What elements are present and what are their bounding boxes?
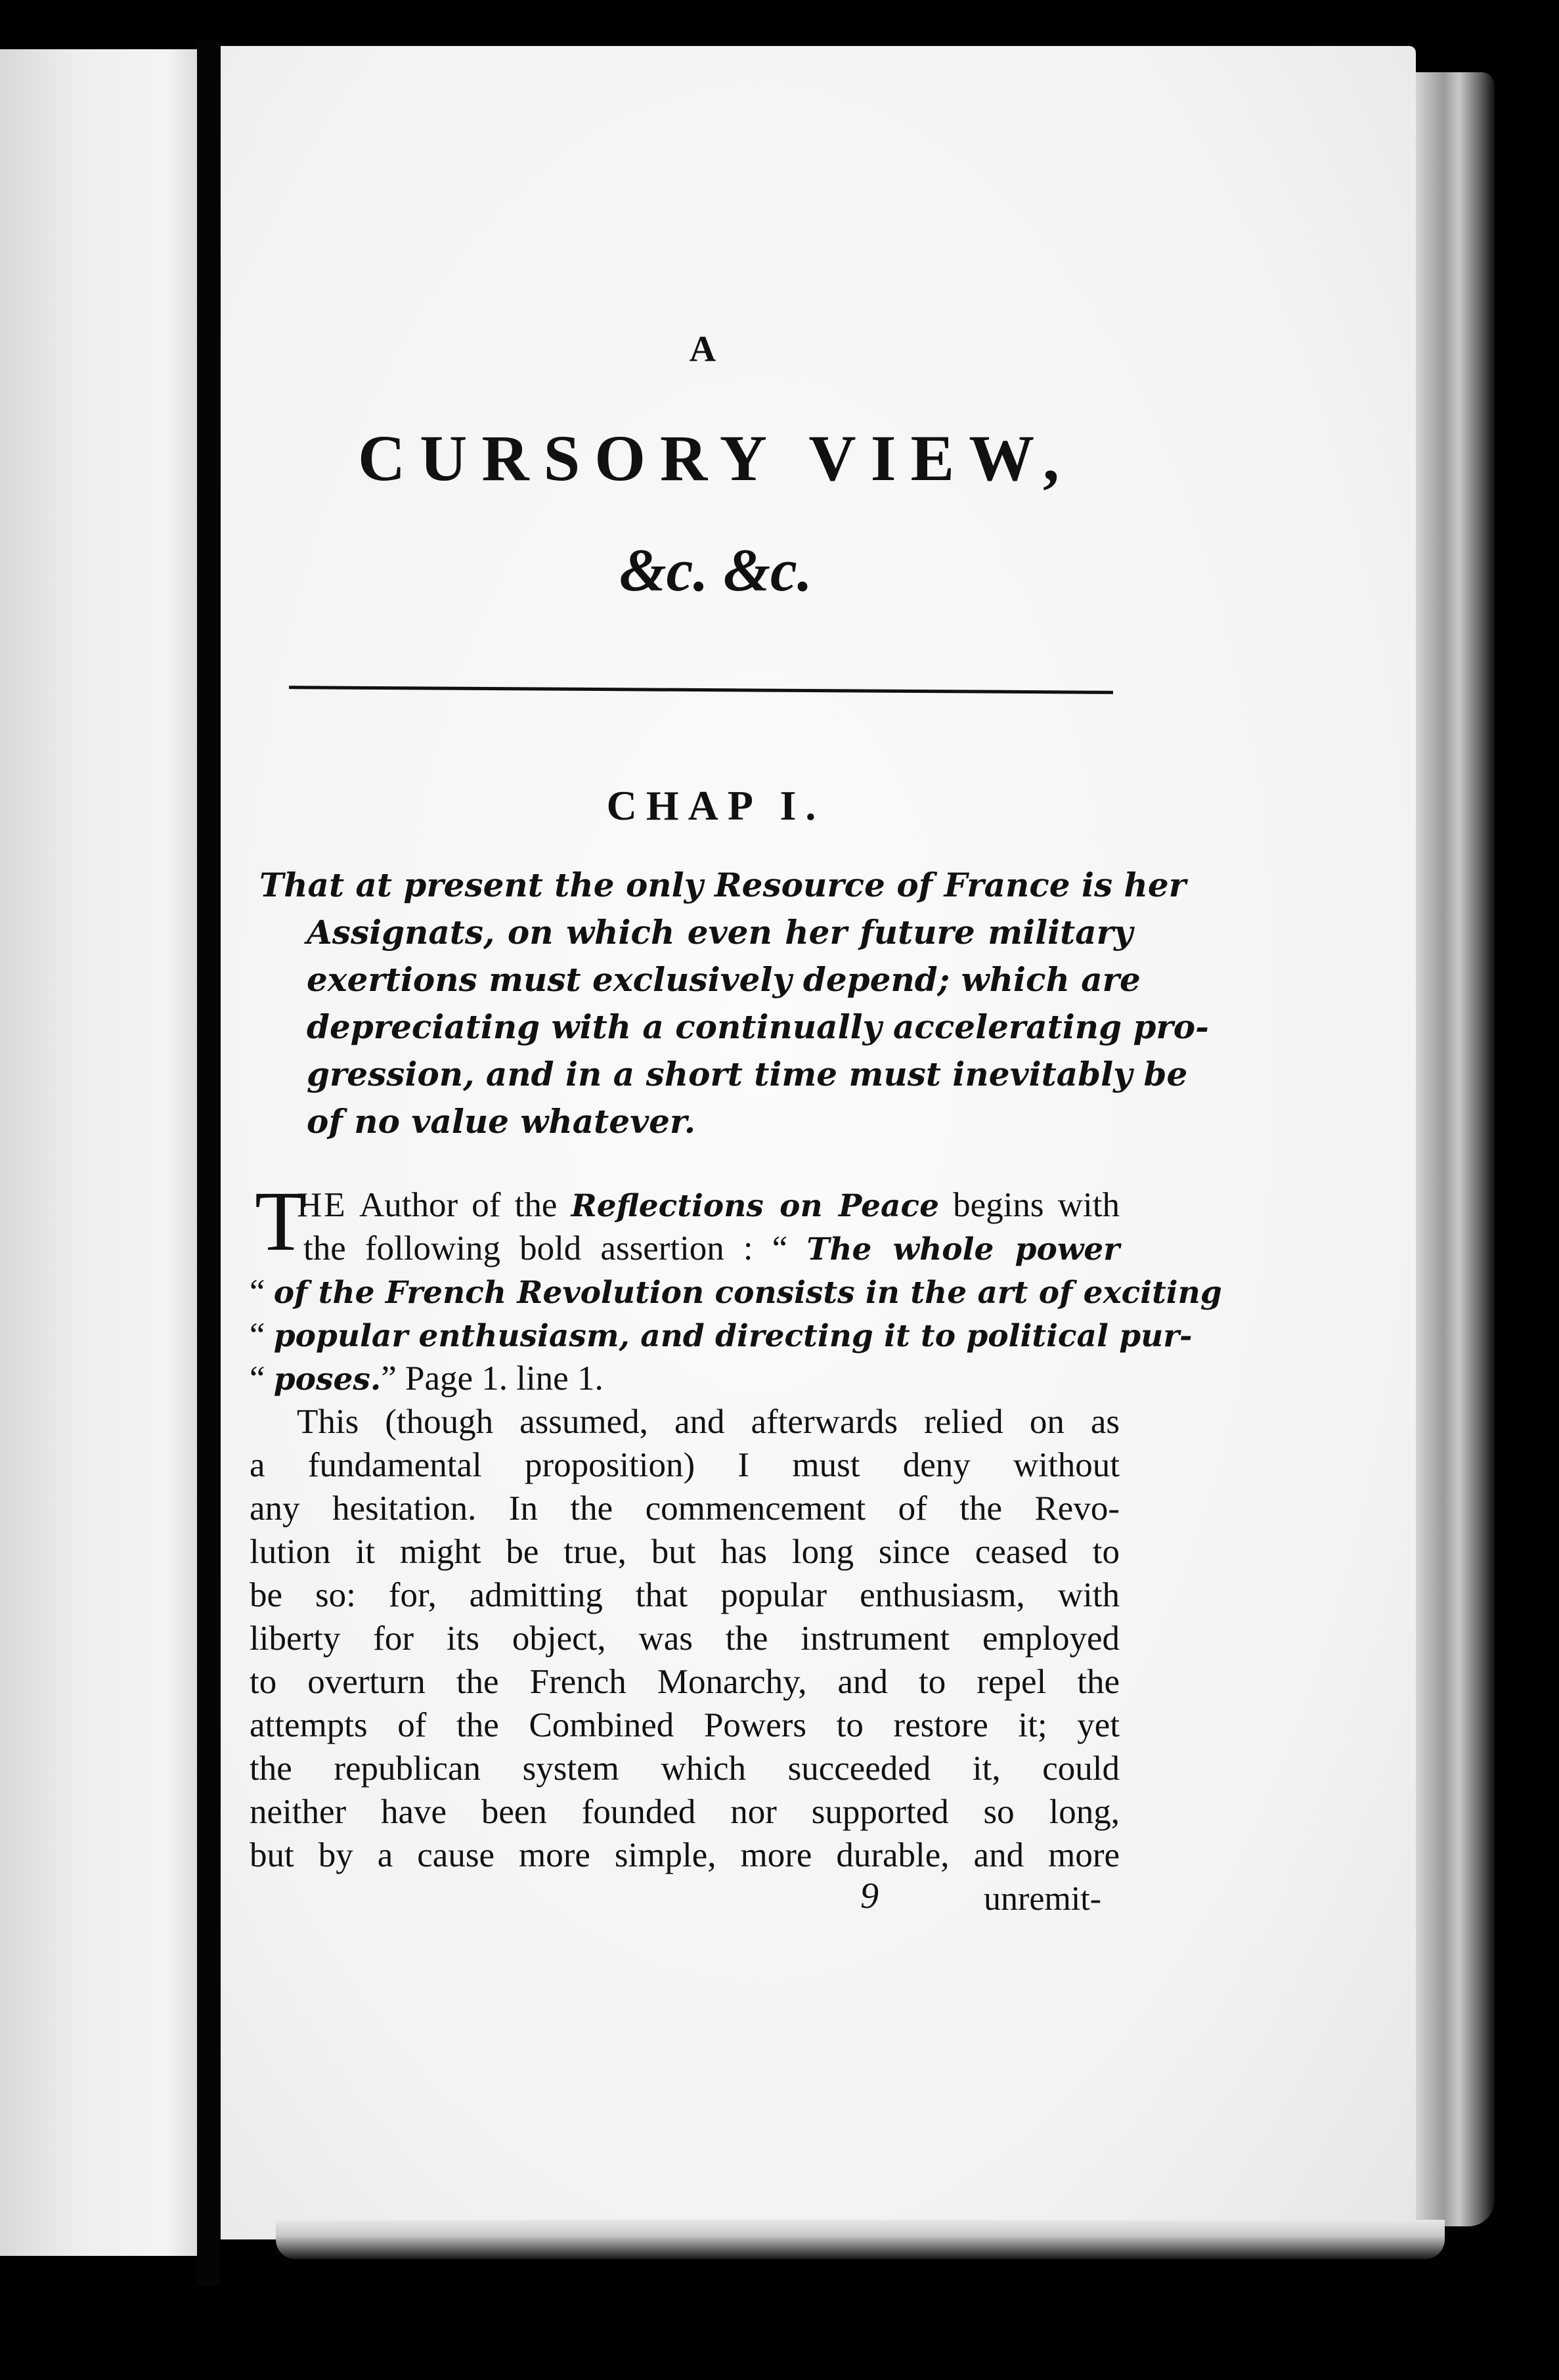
title-article: A bbox=[689, 329, 716, 370]
page-title: CURSORY VIEW, bbox=[357, 422, 1074, 495]
body-line: the republican system which succeeded it, could bbox=[250, 1750, 1120, 1788]
body-line: liberty for its object, was the instrument employed bbox=[250, 1620, 1120, 1658]
summary-line: That at present the only Resource of France is her bbox=[259, 866, 1187, 904]
quotation: of the French Revolution consists in the art of exciting bbox=[273, 1275, 1222, 1311]
body-line bbox=[250, 1229, 1120, 1272]
book-gutter bbox=[197, 39, 221, 2285]
body-text-run: Author of the bbox=[347, 1186, 571, 1224]
body-line: neither have been founded nor supported so long, bbox=[250, 1793, 1120, 1831]
drop-cap: T bbox=[255, 1174, 307, 1269]
signature-mark: 9 bbox=[860, 1876, 879, 1916]
body-line: This (though assumed, and afterwards relied on as bbox=[297, 1403, 1120, 1441]
body-text-run: ” Page 1. line 1. bbox=[381, 1359, 604, 1398]
body-line bbox=[250, 1272, 1222, 1315]
body-line: be so: for, admitting that popular enthusiasm, with bbox=[250, 1576, 1120, 1614]
body-line: lution it might be true, but has long since ceased to bbox=[250, 1533, 1120, 1571]
facing-page-edge bbox=[0, 49, 197, 2256]
summary-line: depreciating with a continually accelerating pro- bbox=[307, 1007, 1209, 1046]
opening-small-caps: HE bbox=[297, 1186, 347, 1224]
body-line: attempts of the Combined Powers to restore it; yet bbox=[250, 1706, 1120, 1744]
catchword: unremit- bbox=[984, 1880, 1102, 1918]
body-text bbox=[250, 1185, 1222, 1879]
body-line bbox=[250, 1185, 1120, 1229]
body-line bbox=[250, 1359, 1120, 1402]
title-reference: Reflections on Peace bbox=[571, 1188, 939, 1224]
page-fore-edge bbox=[1416, 72, 1495, 2226]
body-line: to overturn the French Monarchy, and to repel the bbox=[250, 1663, 1120, 1701]
body-line: a fundamental proposition) I must deny without bbox=[250, 1446, 1120, 1484]
quote-mark: “ bbox=[250, 1316, 274, 1354]
quote-mark: “ bbox=[250, 1273, 274, 1311]
chapter-summary bbox=[259, 866, 1209, 1149]
summary-line: exertions must exclusively depend; which are bbox=[307, 960, 1141, 999]
body-line bbox=[250, 1315, 1193, 1359]
quotation: popular enthusiasm, and directing it to political pur- bbox=[273, 1318, 1193, 1354]
chapter-heading: CHAP I. bbox=[606, 782, 825, 829]
body-line: but by a cause more simple, more durable, and more bbox=[250, 1836, 1120, 1874]
page-bottom-edge bbox=[276, 2220, 1445, 2259]
quote-mark: “ bbox=[250, 1359, 274, 1398]
body-text-run: begins with bbox=[938, 1186, 1120, 1224]
body-line: any hesitation. In the commencement of the Revo- bbox=[250, 1489, 1120, 1528]
quotation: poses. bbox=[273, 1361, 382, 1398]
body-text-run: the following bold assertion : “ bbox=[303, 1229, 807, 1267]
title-etc: &c. &c. bbox=[619, 537, 812, 604]
summary-line: Assignats, on which even her future military bbox=[307, 913, 1133, 952]
summary-line: of no value whatever. bbox=[307, 1102, 696, 1141]
quotation: The whole power bbox=[806, 1231, 1120, 1267]
summary-line: gression, and in a short time must inevitably be bbox=[307, 1055, 1188, 1093]
